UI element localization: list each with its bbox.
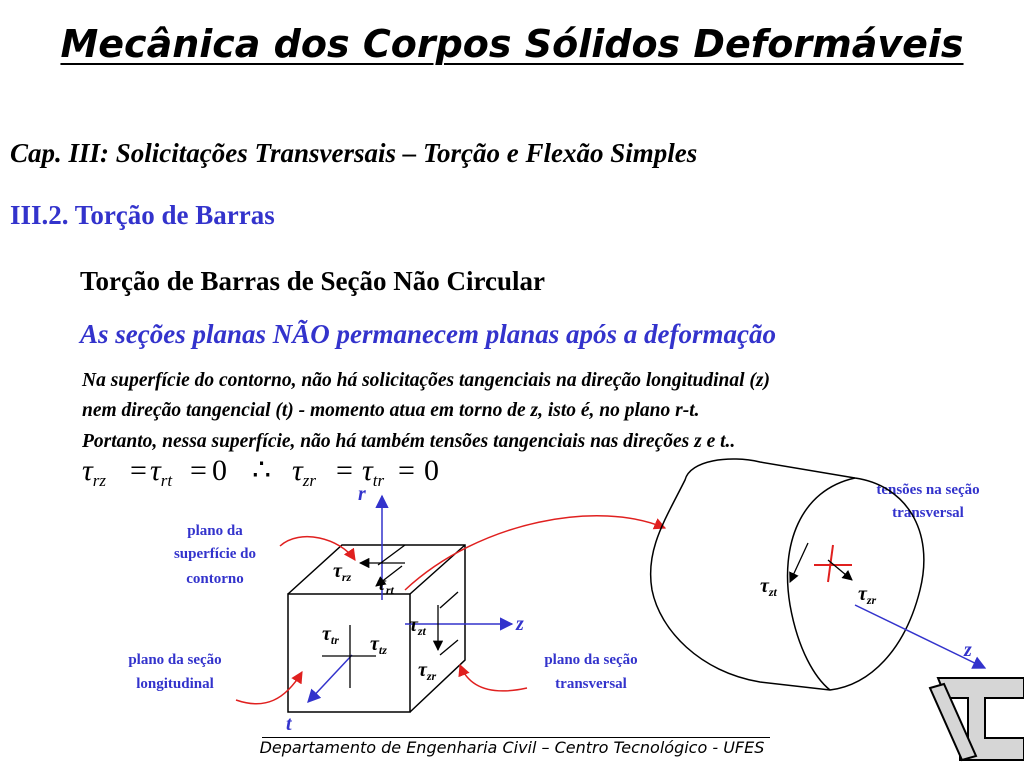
body-text-line: nem direção tangencial (t) - momento atua em torno de z, isto é, no plano r-t. (82, 400, 700, 421)
tau-tz-label: $\tau_{tz}$ (370, 633, 387, 657)
axis-z-bar-label: z (964, 639, 972, 661)
tau-zt-label: $\tau_{zt}$ (409, 614, 426, 638)
axis-t-label: t (286, 713, 292, 735)
bar-stress-arrows (790, 543, 985, 668)
svg-text:τrt: $\tau_{rt}$ (150, 454, 173, 490)
svg-text:=: = (130, 454, 147, 487)
svg-text:τrz: $\tau_{rz}$ (82, 454, 106, 490)
label-bar-stress-1: tensões na seção (876, 482, 980, 498)
body-text-line: Na superfície do contorno, não há solicitações tangenciais na direção longitudinal (z) (82, 370, 770, 391)
topic-subtitle: Torção de Barras de Seção Não Circular (80, 266, 545, 296)
svg-text:0: 0 (424, 454, 439, 487)
svg-text:τtr: $\tau_{tr}$ (362, 454, 385, 490)
tau-rt-label: $\tau_{rt}$ (377, 573, 394, 597)
equation (82, 454, 439, 490)
label-contour-plane-2: superfície do (173, 546, 257, 562)
axis-r-label: r (358, 483, 366, 505)
key-statement: As seções planas NÃO permanecem planas após a deformação (80, 319, 776, 349)
tau-zt-bar-label: $\tau_{zt}$ (760, 575, 777, 599)
svg-text:τzr: $\tau_{zr}$ (292, 454, 316, 490)
cube-axes (286, 483, 524, 735)
footer-text: Departamento de Engenharia Civil – Centro Tecnológico - UFES (259, 738, 765, 757)
svg-text:0: 0 (212, 454, 227, 487)
page-title: Mecânica dos Corpos Sólidos Deformáveis (60, 22, 964, 66)
tau-zr-label: $\tau_{zr}$ (418, 659, 437, 683)
tau-tr-label: $\tau_{tr}$ (322, 623, 339, 647)
label-contour-plane-3: contorno (186, 571, 244, 587)
tau-zr-bar-label: $\tau_{zr}$ (858, 583, 877, 607)
tau-rz-label: $\tau_{rz}$ (333, 560, 352, 584)
svg-text:∴: ∴ (252, 454, 272, 487)
axis-z-label: z (516, 613, 524, 635)
svg-text:=: = (336, 454, 353, 487)
label-contour-plane-1: plano da (187, 523, 243, 539)
svg-text:=: = (398, 454, 415, 487)
label-transverse-plane-1: plano da seção (544, 652, 638, 668)
label-longitudinal-plane-2: longitudinal (136, 676, 214, 692)
chapter-heading: Cap. III: Solicitações Transversais – Torção e Flexão Simples (10, 138, 698, 168)
label-bar-stress-2: transversal (892, 505, 964, 521)
cube-stress-arrows (322, 545, 458, 688)
label-longitudinal-plane-1: plano da seção (128, 652, 222, 668)
label-transverse-plane-2: transversal (555, 676, 627, 692)
body-text-line: Portanto, nessa superfície, não há também tensões tangenciais nas direções z e t.. (82, 431, 736, 452)
section-heading: III.2. Torção de Barras (10, 200, 275, 230)
svg-text:=: = (190, 454, 207, 487)
